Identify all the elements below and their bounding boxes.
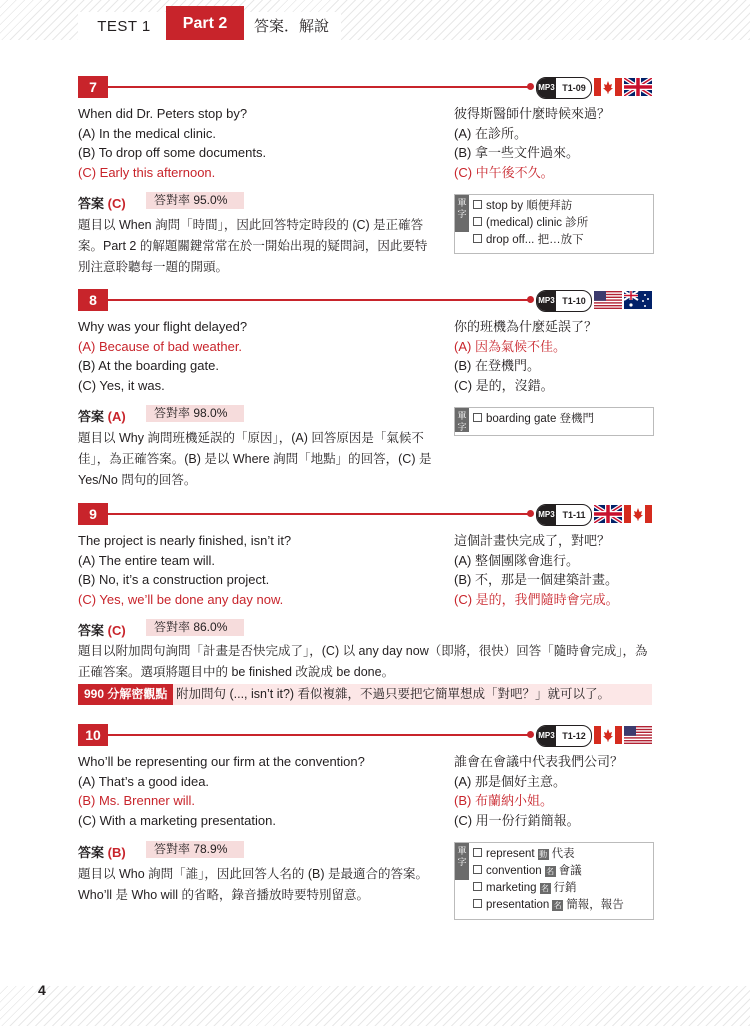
mp3-label: MP3: [537, 78, 556, 98]
correct-rate-badge: 答對率 98.0%: [146, 405, 244, 422]
checkbox-icon: [473, 865, 482, 874]
option-c: (C) Yes, it was.: [78, 377, 165, 393]
explanation-line: Yes/No 問句的回答。: [78, 473, 197, 487]
section-title: 答案．解說: [252, 12, 341, 40]
checkbox-icon: [473, 882, 482, 891]
track-id: T1-11: [562, 510, 586, 520]
correct-rate-badge: 答對率 95.0%: [146, 192, 244, 209]
mp3-label: MP3: [537, 291, 556, 311]
answer-label: [78, 406, 126, 425]
canada-flag-icon: [594, 726, 622, 744]
australia-flag-icon: [624, 291, 652, 309]
correct-rate-badge: 答對率 86.0%: [146, 619, 244, 636]
vocab-box: [454, 194, 654, 254]
option-b: (B) To drop off some documents.: [78, 145, 267, 160]
zh-option-a-correct: (A) 因為氣候不佳。: [454, 338, 566, 354]
answer-word: 答案: [78, 196, 105, 211]
answer-letter: (B): [107, 845, 126, 860]
tip-banner: [78, 684, 652, 705]
page-number: 4: [38, 982, 46, 998]
explanation: [78, 215, 444, 278]
explanation-line: 正確答案。選項將題目中的 be finished 改說成 be done。: [78, 665, 395, 679]
vocab-item: presentation 名 簡報，報告: [473, 897, 653, 914]
vocab-tag: 單字: [455, 843, 469, 880]
divider-line: [108, 299, 532, 301]
checkbox-icon: [473, 217, 482, 226]
tip-text: 附加問句 (..., isn’t it?) 看似複雜，不過只要把它簡單想成「對吧？」就可以了。: [176, 687, 611, 701]
checkbox-icon: [473, 413, 482, 422]
us-flag-icon: [594, 291, 622, 309]
option-a: (A) In the medical clinic.: [78, 125, 216, 141]
uk-flag-icon: [594, 505, 622, 523]
zh-question-text: 彼得斯醫師什麼時候來過？: [454, 106, 611, 121]
zh-option-b: (B) 在登機門。: [454, 358, 540, 373]
vocab-tag: 單字: [455, 408, 469, 432]
zh-question-text: 誰會在會議中代表我們公司？: [454, 754, 624, 769]
us-flag-icon: [624, 726, 652, 744]
part-of-speech-badge: 名: [541, 884, 549, 893]
divider-dot: [527, 731, 534, 738]
zh-option-c: (C) 用一份行銷簡報。: [454, 812, 580, 828]
option-c-correct: (C) Early this afternoon.: [78, 164, 216, 180]
vocab-box: [454, 842, 654, 920]
track-id: T1-10: [562, 296, 586, 306]
explanation-line: Who’ll 是 Who will 的省略，錄音播放時要特別留意。: [78, 888, 369, 902]
question-number: 10: [78, 724, 108, 746]
tab-test: TEST 1: [86, 12, 162, 40]
option-b: (B) No, it’s a construction project.: [78, 572, 270, 587]
vocab-item: (medical) clinic 診所: [473, 215, 653, 232]
question-header-10: [78, 724, 652, 746]
vocab-item: convention 名 會議: [473, 863, 653, 880]
zh-question-text: 這個計畫快完成了，對吧？: [454, 533, 611, 548]
answer-letter: (C): [107, 196, 126, 211]
mp3-label: MP3: [537, 505, 556, 525]
vocab-item: drop off... 把…放下: [473, 232, 653, 249]
explanation-line: 別注意聆聽每一題的開頭。: [78, 260, 229, 274]
divider-dot: [527, 83, 534, 90]
tip-label: 990 分解密觀點: [78, 684, 173, 705]
checkbox-icon: [473, 899, 482, 908]
answer-label: [78, 842, 126, 861]
option-c-correct: (C) Yes, we’ll be done any day now.: [78, 591, 284, 607]
vocab-tag: 單字: [455, 195, 469, 232]
explanation: [78, 864, 448, 906]
option-c: (C) With a marketing presentation.: [78, 812, 276, 828]
explanation-line: 題目以 Why 詢問班機延誤的「原因」，(A) 回答原因是「氣候不: [78, 431, 424, 445]
question-text: When did Dr. Peters stop by?: [78, 106, 248, 121]
answer-word: 答案: [78, 409, 105, 424]
question-header-7: [78, 76, 652, 98]
canada-flag-icon: [624, 505, 652, 523]
answer-label: [78, 620, 126, 639]
explanation-line: 題目以 When 詢問「時間」，因此回答特定時段的 (C) 是正確答: [78, 218, 424, 232]
vocab-box: [454, 407, 654, 436]
explanation: [78, 641, 658, 683]
bottom-hatch-band: [0, 986, 750, 1026]
checkbox-icon: [473, 848, 482, 857]
divider-line: [108, 513, 532, 515]
question-number: 9: [78, 503, 108, 525]
zh-option-c-correct: (C) 中午後不久。: [454, 164, 554, 180]
zh-question-text: 你的班機為什麼延誤了？: [454, 319, 598, 334]
vocab-item: boarding gate 登機門: [473, 411, 653, 428]
explanation: [78, 428, 444, 491]
zh-option-b: (B) 不，那是一個建築計畫。: [454, 572, 618, 587]
answer-letter: (C): [107, 623, 126, 638]
zh-option-a: (A) 那是個好主意。: [454, 773, 566, 789]
option-a: (A) That’s a good idea.: [78, 773, 210, 789]
divider-line: [108, 734, 532, 736]
answer-letter: (A): [107, 409, 126, 424]
zh-option-b: (B) 拿一些文件過來。: [454, 145, 579, 160]
correct-rate-badge: 答對率 78.9%: [146, 841, 244, 858]
answer-word: 答案: [78, 623, 105, 638]
vocab-item: stop by 順便拜訪: [473, 198, 653, 215]
divider-line: [108, 86, 532, 88]
zh-option-a: (A) 整個團隊會進行。: [454, 552, 579, 568]
canada-flag-icon: [594, 78, 622, 96]
checkbox-icon: [473, 200, 482, 209]
question-number: 8: [78, 289, 108, 311]
mp3-label: MP3: [537, 726, 556, 746]
answer-word: 答案: [78, 845, 105, 860]
part-of-speech-badge: 名: [553, 901, 562, 910]
part-of-speech-badge: 動: [539, 850, 548, 859]
audio-track-badge: [536, 504, 592, 526]
question-number: 7: [78, 76, 108, 98]
question-header-8: [78, 289, 652, 311]
zh-option-c: (C) 是的，沒錯。: [454, 377, 554, 393]
track-id: T1-12: [562, 731, 586, 741]
vocab-item: represent 動 代表: [473, 846, 653, 863]
audio-track-badge: [536, 77, 592, 99]
explanation-line: 佳」，為正確答案。(B) 是以 Where 詢問「地點」的回答，(C) 是: [78, 452, 432, 466]
question-text: Why was your flight delayed?: [78, 319, 248, 334]
question-text: The project is nearly finished, isn’t it?: [78, 533, 292, 548]
option-a: (A) The entire team will.: [78, 552, 216, 568]
explanation-line: 題目以附加問句詢問「計畫是否快完成了」，(C) 以 any day now（即將，很快）回答「隨時會完成」，為: [78, 644, 648, 658]
question-text: Who’ll be representing our firm at the convention?: [78, 754, 365, 769]
zh-option-b-correct: (B) 布蘭納小姐。: [454, 793, 553, 808]
question-header-9: [78, 503, 652, 525]
zh-option-c-correct: (C) 是的，我們隨時會完成。: [454, 591, 619, 607]
option-a-correct: (A) Because of bad weather.: [78, 338, 243, 354]
uk-flag-icon: [624, 78, 652, 96]
part-of-speech-badge: 名: [546, 867, 555, 876]
vocab-item: marketing 名 行銷: [473, 880, 653, 897]
tab-part: Part 2: [166, 6, 244, 40]
option-b: (B) At the boarding gate.: [78, 358, 219, 373]
answer-label: [78, 193, 126, 212]
audio-track-badge: [536, 725, 592, 747]
explanation-line: 題目以 Who 詢問「誰」，因此回答人名的 (B) 是最適合的答案。: [78, 867, 429, 881]
audio-track-badge: [536, 290, 592, 312]
track-id: T1-09: [562, 83, 586, 93]
option-b-correct: (B) Ms. Brenner will.: [78, 793, 196, 808]
explanation-line: 案。Part 2 的解題關鍵常常在於一開始出現的疑問詞，因此要特: [78, 239, 428, 253]
divider-dot: [527, 510, 534, 517]
checkbox-icon: [473, 234, 482, 243]
zh-option-a: (A) 在診所。: [454, 125, 527, 141]
divider-dot: [527, 296, 534, 303]
